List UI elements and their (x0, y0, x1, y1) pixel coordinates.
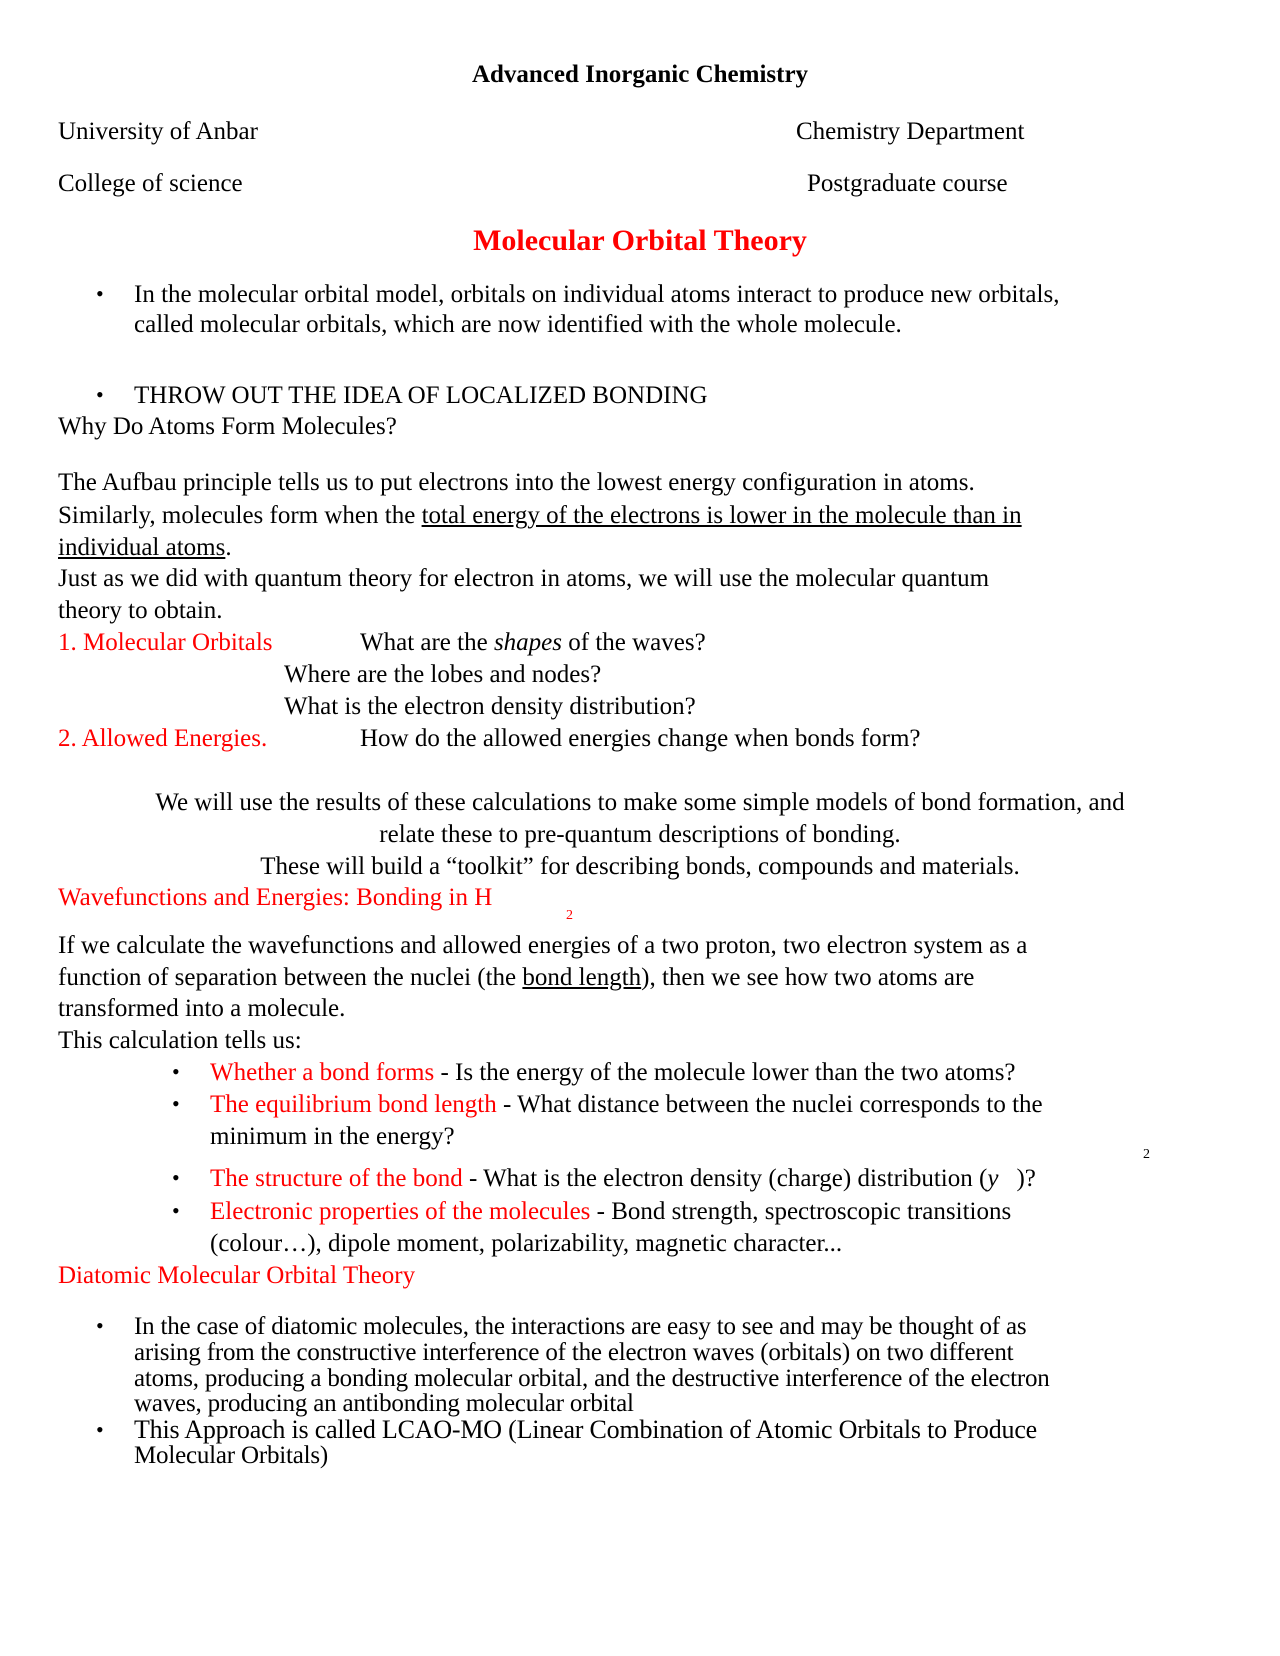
diatomic-heading: Diatomic Molecular Orbital Theory (58, 1262, 416, 1289)
diatomic-bullet-1-line-4: waves, producing an antibonding molecular orbital (134, 1390, 634, 1417)
course-type: Postgraduate course (807, 170, 1008, 197)
diatomic-bullet-1-line-3: atoms, producing a bonding molecular orbital, and the destructive interference of the electron (134, 1365, 1050, 1392)
list-item-bond-forms: Whether a bond forms - Is the energy of the molecule lower than the two atoms? (210, 1059, 1016, 1086)
college-name: College of science (58, 170, 243, 197)
bullet-dot: • (96, 281, 104, 306)
aufbau-line-3: individual atoms. (58, 534, 232, 561)
bullet-dot: • (172, 1059, 180, 1084)
bullet-dot: • (96, 1417, 104, 1442)
item-molecular-orbitals-question-1: What are the shapes of the waves? (360, 629, 706, 656)
aufbau-line-5: theory to obtain. (58, 597, 223, 624)
wavefunctions-line-4: This calculation tells us: (58, 1027, 302, 1054)
university-name: University of Anbar (58, 118, 258, 145)
wavefunctions-line-1: If we calculate the wavefunctions and allowed energies of a two proton, two electron system as a (58, 932, 1028, 959)
intro-bullet-1-line-1: In the molecular orbital model, orbitals on individual atoms interact to produce new orbitals, (134, 281, 1060, 308)
centered-line-3: These will build a “toolkit” for describing bonds, compounds and materials. (260, 853, 1020, 880)
diatomic-bullet-1-line-2: arising from the constructive interference of the electron waves (orbitals) on two different (134, 1339, 1014, 1366)
page-title: Molecular Orbital Theory (473, 224, 807, 257)
wavefunctions-line-2: function of separation between the nuclei (the bond length), then we see how two atoms are (58, 964, 975, 991)
list-item-bond-length: The equilibrium bond length - What distance between the nuclei corresponds to the (210, 1091, 1043, 1118)
underlined-text: total energy of the electrons is lower in the molecule than in (421, 502, 1022, 529)
wavefunctions-line-3: transformed into a molecule. (58, 995, 346, 1022)
intro-bullet-2: THROW OUT THE IDEA OF LOCALIZED BONDING (134, 382, 708, 409)
item-allowed-energies-label: 2. Allowed Energies. (58, 725, 268, 752)
underlined-text: individual atoms (58, 534, 226, 561)
why-heading: Why Do Atoms Form Molecules? (58, 413, 397, 440)
centered-line-1: We will use the results of these calculations to make some simple models of bond formation, and (155, 789, 1125, 816)
bullet-dot: • (172, 1165, 180, 1190)
wavefunctions-heading: Wavefunctions and Energies: Bonding in H (58, 884, 493, 911)
aufbau-line-4: Just as we did with quantum theory for electron in atoms, we will use the molecular quantum (58, 565, 990, 592)
centered-line-2: relate these to pre-quantum descriptions of bonding. (379, 821, 901, 848)
item-allowed-energies-question: How do the allowed energies change when bonds form? (360, 725, 921, 752)
item-molecular-orbitals-question-2: Where are the lobes and nodes? (284, 661, 602, 688)
diatomic-bullet-2-line-1: This Approach is called LCAO-MO (Linear Combination of Atomic Orbitals to Produce (134, 1415, 1038, 1444)
subscript-2: 2 (566, 908, 573, 923)
intro-bullet-1-line-2: called molecular orbitals, which are now identified with the whole molecule. (134, 311, 902, 338)
bullet-dot: • (172, 1091, 180, 1116)
aufbau-line-1: The Aufbau principle tells us to put electrons into the lowest energy configuration in atoms. (58, 469, 975, 496)
item-molecular-orbitals-label: 1. Molecular Orbitals (58, 629, 273, 656)
aufbau-line-2: Similarly, molecules form when the total energy of the electrons is lower in the molecule than in (58, 502, 1022, 529)
list-item-electronic-properties: Electronic properties of the molecules - Bond strength, spectroscopic transitions (210, 1198, 1012, 1225)
bullet-dot: • (172, 1198, 180, 1223)
bullet-dot: • (96, 382, 104, 407)
course-title: Advanced Inorganic Chemistry (471, 61, 809, 88)
department-name: Chemistry Department (796, 118, 1025, 145)
superscript-2: 2 (1143, 1147, 1150, 1162)
list-item-bond-structure: The structure of the bond - What is the electron density (charge) distribution (y )? (210, 1165, 1036, 1192)
item-molecular-orbitals-question-3: What is the electron density distribution? (284, 693, 696, 720)
diatomic-bullet-1-line-1: In the case of diatomic molecules, the interactions are easy to see and may be thought of as (134, 1313, 1027, 1340)
diatomic-bullet-2-line-2: Molecular Orbitals) (134, 1442, 329, 1469)
underlined-text: bond length (522, 964, 642, 991)
bullet-dot: • (96, 1313, 104, 1338)
list-item-bond-length-cont: minimum in the energy? (210, 1123, 455, 1150)
list-item-electronic-properties-cont: (colour…), dipole moment, polarizability, magnetic character... (210, 1230, 843, 1257)
